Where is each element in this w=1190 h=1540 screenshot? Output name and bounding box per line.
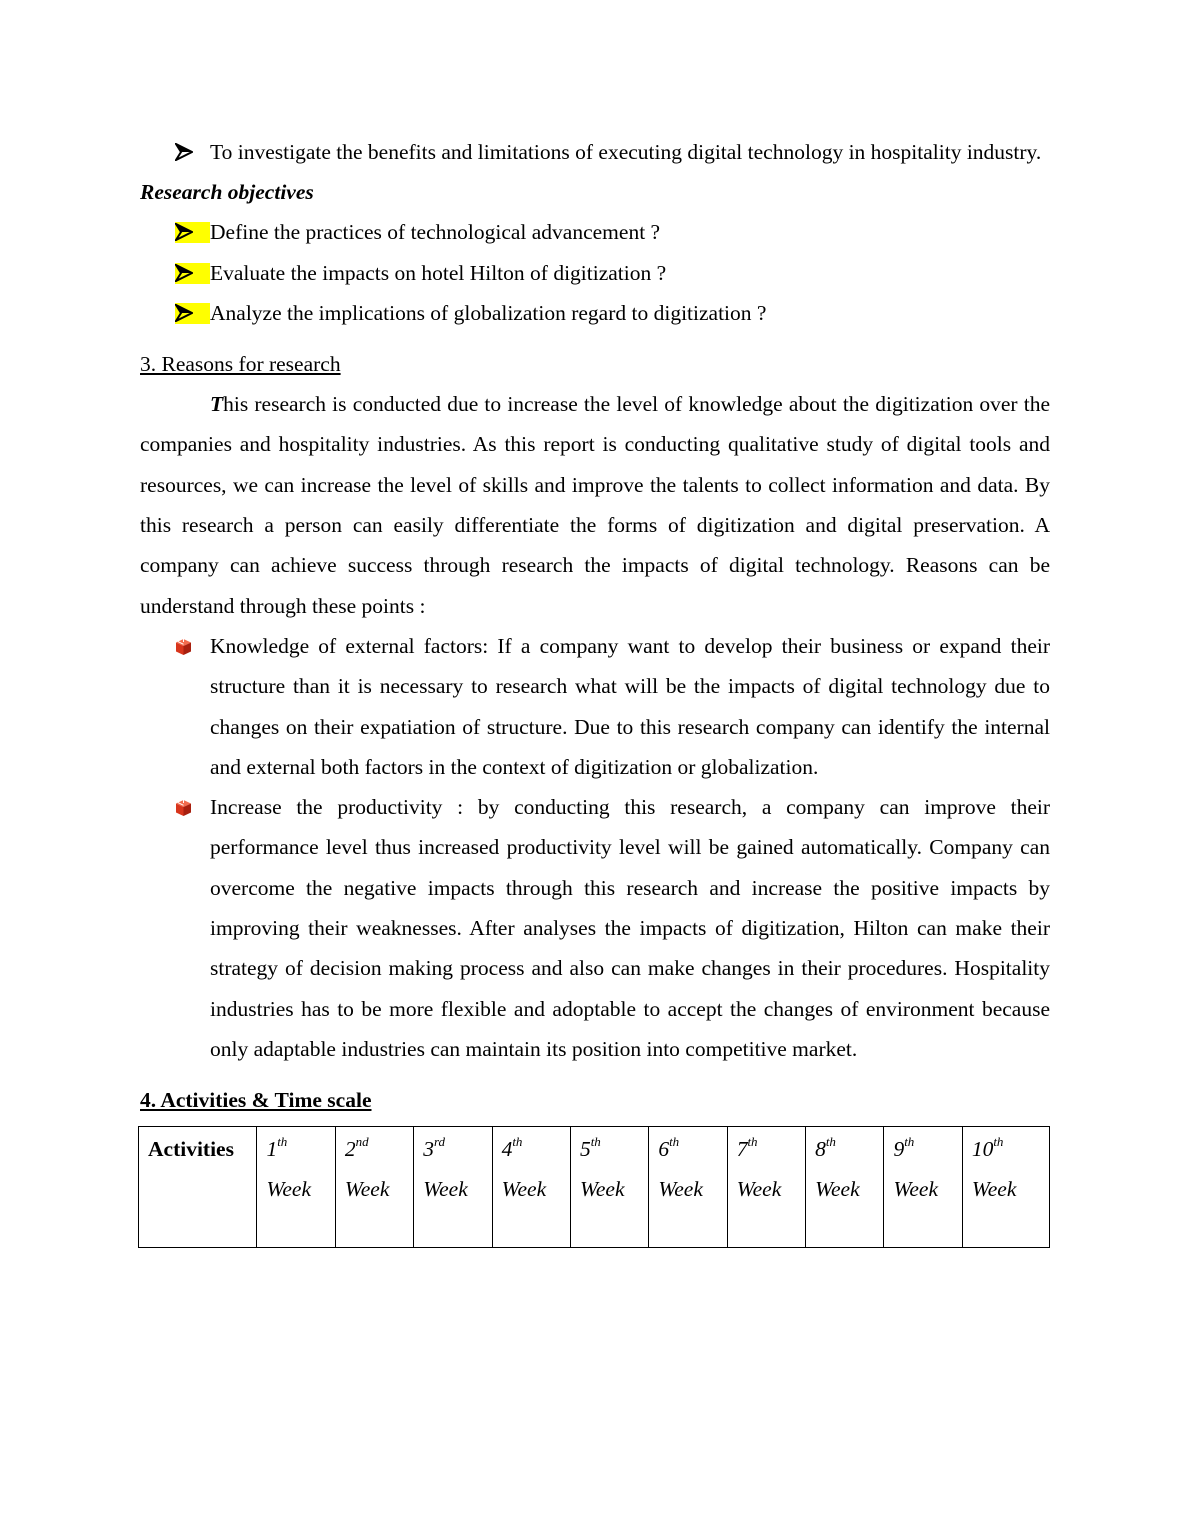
table-header-week: 6th Week: [649, 1127, 727, 1248]
reason-point: [140, 626, 1050, 787]
intro-bullet-text: To investigate the benefits and limitations of executing digital technology in hospitality industry.: [210, 140, 1042, 164]
arrow-bullet-icon: [175, 304, 193, 322]
table-header-week: 7th Week: [727, 1127, 805, 1248]
document-page: [140, 132, 1050, 1248]
objective-item: [140, 253, 1050, 293]
reason-point-text: Knowledge of external factors: If a company want to develop their business or expand their structure than it is necessary to research what will be the impacts of digital technology due to changes on their expatiation of structure. Due to this research company can identify the internal and external both factors in the context of digitization or globalization.: [210, 633, 1050, 779]
table-header-week: 9th Week: [884, 1127, 962, 1248]
objective-item: [140, 212, 1050, 252]
drop-initial: T: [210, 392, 224, 417]
table-header-week: 5th Week: [570, 1127, 648, 1248]
table-row: [139, 1127, 1050, 1248]
table-header-activities: Activities: [139, 1127, 257, 1248]
arrow-bullet-icon: [175, 264, 193, 282]
cube-bullet-icon: [175, 638, 192, 656]
reason-point-text: Increase the productivity : by conducting this research, a company can improve their performance level thus increased productivity level will be gained automatically. Company can overcome the negative impacts through this research and increase the positive impacts by improving their weaknesses. After analyses the impacts of digitization, Hilton can make their strategy of decision making process and also can make changes in their procedures. Hospitality industries has to be more flexible and adoptable to accept the changes of environment because only adaptable industries can maintain its position into competitive market.: [210, 795, 1050, 1061]
table-header-week: 2nd Week: [335, 1127, 413, 1248]
arrow-bullet-icon: [175, 143, 193, 161]
activities-table: [138, 1126, 1050, 1248]
table-header-week: 4th Week: [492, 1127, 570, 1248]
objective-text: Evaluate the impacts on hotel Hilton of digitization ?: [210, 260, 667, 285]
reason-point: [140, 787, 1050, 1069]
objectives-heading: Research objectives: [140, 180, 314, 205]
section-4-heading: 4. Activities & Time scale: [140, 1088, 372, 1113]
section-3-heading: 3. Reasons for research: [140, 352, 341, 377]
table-header-week: 1th Week: [257, 1127, 335, 1248]
objective-text: Define the practices of technological advancement ?: [210, 220, 661, 245]
objective-item: [140, 293, 1050, 333]
cube-bullet-icon: [175, 799, 192, 817]
intro-bullet: [140, 132, 1050, 172]
table-header-week: 8th Week: [806, 1127, 884, 1248]
objective-text: Analyze the implications of globalization regard to digitization ?: [210, 300, 767, 325]
table-header-week: 10th Week: [962, 1127, 1049, 1248]
section-3-paragraph-text: his research is conducted due to increase the level of knowledge about the digitization over the companies and hospitality industries. As this report is conducting qualitative study of digital tools and resources, we can increase the level of skills and improve the talents to collect information and data. By this research a person can easily differentiate the forms of digitization and digital preservation. A company can achieve success through research the impacts of digital technology. Reasons can be understand through these points :: [140, 392, 1050, 618]
section-3-paragraph: [140, 384, 1050, 626]
table-header-week: 3rd Week: [414, 1127, 492, 1248]
arrow-bullet-icon: [175, 223, 193, 241]
